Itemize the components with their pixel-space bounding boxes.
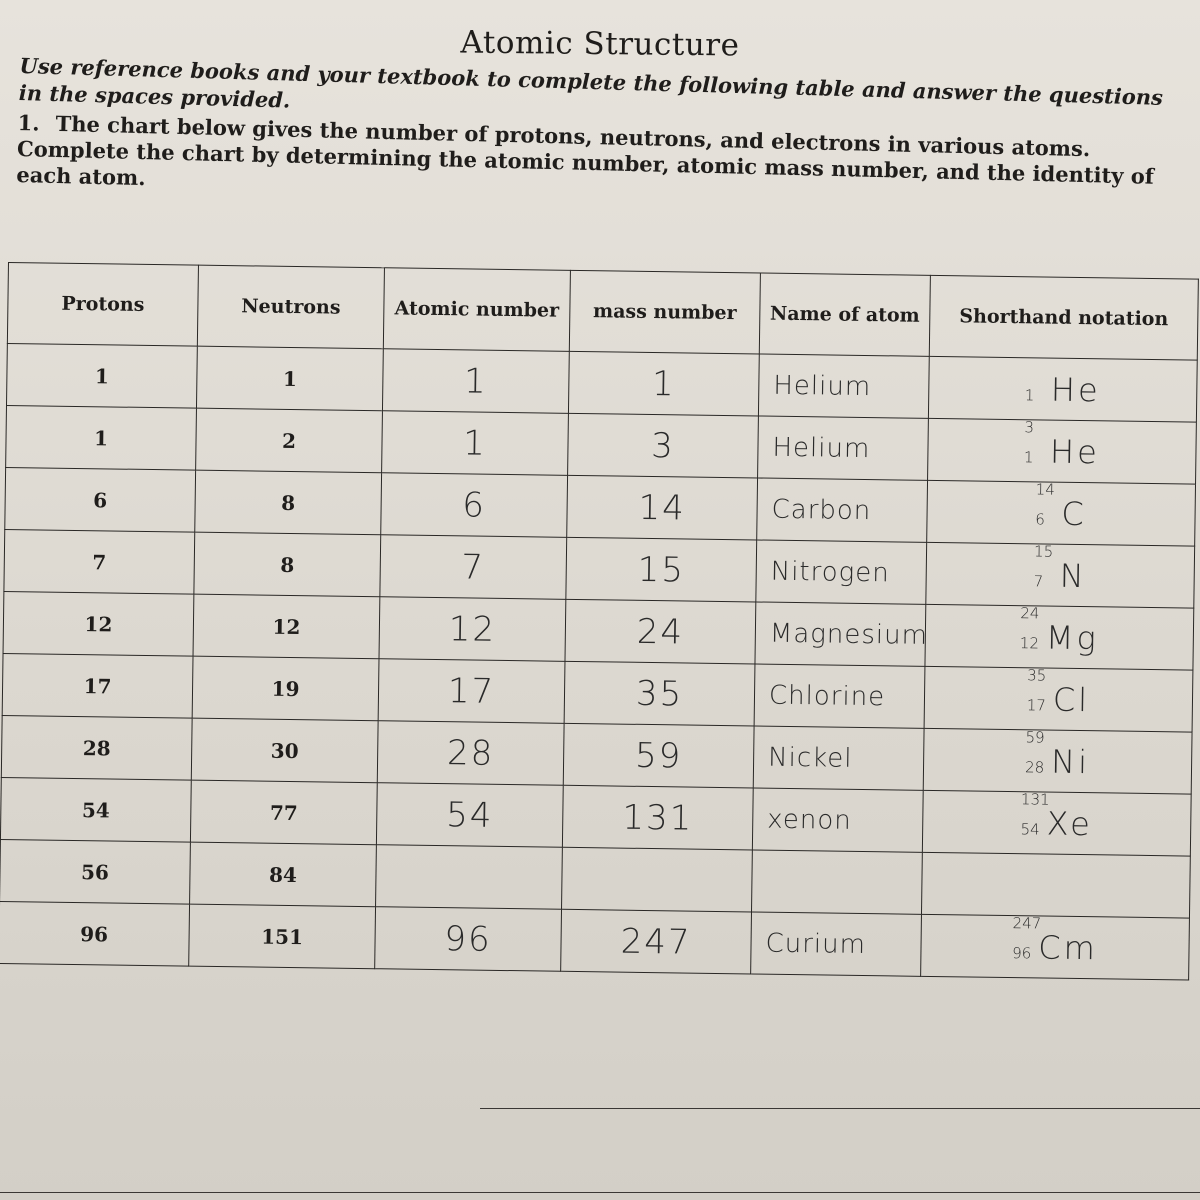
isotope-atomic-number: 1 — [1023, 447, 1034, 466]
neutrons-cell: 2 — [196, 408, 383, 473]
header-neutrons: Neutrons — [197, 265, 384, 349]
isotope-atomic-number: 17 — [1026, 695, 1047, 715]
protons-cell: 1 — [6, 405, 197, 470]
atom-name-cell[interactable]: Helium — [758, 354, 929, 418]
shorthand-notation-cell[interactable] — [926, 542, 1195, 608]
isotope-notation — [1019, 603, 1100, 657]
neutrons-cell: 30 — [191, 718, 378, 783]
isotope-atomic-number: 54 — [1020, 819, 1040, 838]
atom-name-cell[interactable]: Chlorine — [754, 664, 925, 728]
element-symbol: Mg — [1045, 618, 1100, 657]
mass-number-cell[interactable]: 14 — [567, 475, 758, 540]
atomic-number-cell[interactable]: 96 — [375, 907, 562, 972]
isotope-atomic-number: 28 — [1025, 757, 1045, 777]
mass-number-cell[interactable]: 1 — [568, 351, 759, 416]
atomic-number-cell[interactable]: 1 — [382, 411, 569, 476]
isotope-atomic-number: 1 — [1024, 385, 1035, 404]
protons-cell: 6 — [5, 467, 196, 532]
answer-line[interactable] — [480, 1108, 1200, 1109]
isotope-notation — [1012, 913, 1099, 967]
isotope-notation — [1026, 665, 1091, 719]
shorthand-notation-cell[interactable] — [928, 418, 1197, 484]
atomic-number-cell[interactable]: 1 — [382, 349, 569, 414]
header-name-of-atom: Name of atom — [759, 273, 930, 356]
element-symbol: Cl — [1052, 680, 1091, 719]
isotope-atomic-number: 12 — [1019, 633, 1040, 652]
atomic-number-cell[interactable]: 6 — [381, 473, 568, 538]
element-symbol: He — [1049, 432, 1101, 471]
protons-cell: 7 — [4, 529, 195, 594]
mass-number-cell[interactable]: 15 — [566, 537, 757, 602]
shorthand-notation-cell[interactable] — [922, 790, 1191, 856]
atom-name-cell[interactable]: Helium — [758, 416, 929, 480]
atom-name-cell[interactable]: Nitrogen — [756, 540, 927, 604]
shorthand-notation-cell[interactable] — [923, 728, 1192, 794]
element-symbol: C — [1061, 494, 1088, 533]
isotope-mass-number: 131 — [1020, 789, 1050, 809]
shorthand-notation-cell[interactable] — [921, 852, 1190, 918]
shorthand-notation-cell[interactable] — [924, 666, 1193, 732]
element-symbol: Cm — [1038, 927, 1099, 967]
protons-cell: 12 — [3, 591, 194, 656]
shorthand-notation-cell[interactable] — [925, 604, 1194, 670]
protons-cell: 1 — [6, 343, 197, 408]
atomic-number-cell[interactable]: 17 — [378, 659, 565, 724]
header-mass-number: mass number — [569, 270, 760, 354]
shorthand-notation-cell[interactable] — [921, 914, 1190, 980]
isotope-notation — [1025, 727, 1091, 781]
element-symbol: He — [1050, 370, 1101, 409]
atom-name-cell[interactable]: xenon — [752, 788, 923, 852]
atomic-number-cell[interactable]: 7 — [380, 535, 567, 600]
atom-name-cell[interactable]: Magnesium — [755, 602, 926, 666]
isotope-mass-number: 3 — [1024, 417, 1035, 436]
isotope-mass-number: 15 — [1033, 541, 1054, 561]
neutrons-cell: 151 — [189, 904, 376, 969]
neutrons-cell: 19 — [192, 656, 379, 721]
mass-number-cell[interactable] — [562, 847, 753, 912]
neutrons-cell: 84 — [190, 842, 377, 907]
protons-cell: 54 — [0, 777, 191, 842]
isotope-notation — [1033, 541, 1087, 595]
neutrons-cell: 1 — [196, 346, 383, 411]
atom-name-cell[interactable] — [751, 850, 922, 914]
atomic-number-cell[interactable]: 28 — [377, 721, 564, 786]
shorthand-notation-cell[interactable] — [928, 356, 1197, 422]
isotope-mass-number: 247 — [1012, 913, 1042, 932]
atomic-number-cell[interactable]: 54 — [376, 783, 563, 848]
isotope-mass-number: 14 — [1035, 479, 1055, 499]
question-text: The chart below gives the number of protons, neutrons, and electrons in various atoms. Complete the chart by determining the atomic number, atomic mass number, and the identity of each atom. — [16, 110, 1155, 191]
neutrons-cell: 8 — [194, 532, 381, 597]
neutrons-cell: 8 — [195, 470, 382, 535]
atom-name-cell[interactable]: Curium — [751, 912, 922, 976]
header-protons: Protons — [7, 263, 198, 347]
question-number: 1. — [17, 110, 40, 136]
mass-number-cell[interactable]: 131 — [562, 785, 753, 850]
isotope-notation — [1020, 789, 1094, 843]
mass-number-cell[interactable]: 3 — [568, 413, 759, 478]
neutrons-cell: 12 — [193, 594, 380, 659]
shorthand-notation-cell[interactable] — [927, 480, 1196, 546]
neutrons-cell: 77 — [190, 780, 377, 845]
isotope-atomic-number: 6 — [1035, 509, 1046, 529]
element-symbol: N — [1059, 556, 1087, 595]
atoms-table — [0, 262, 1199, 981]
isotope-mass-number: 24 — [1020, 603, 1040, 622]
atom-name-cell[interactable]: Carbon — [757, 478, 928, 542]
isotope-notation — [1035, 479, 1088, 533]
isotope-mass-number: 59 — [1025, 727, 1045, 747]
mass-number-cell[interactable]: 247 — [561, 909, 752, 974]
atom-name-cell[interactable]: Nickel — [753, 726, 924, 790]
isotope-notation — [1025, 370, 1101, 409]
atoms-table-container — [0, 262, 1198, 1001]
mass-number-cell[interactable]: 35 — [564, 661, 755, 726]
protons-cell: 28 — [1, 715, 192, 780]
element-symbol: Xe — [1046, 804, 1094, 843]
protons-cell: 17 — [2, 653, 193, 718]
element-symbol: Ni — [1050, 742, 1091, 781]
isotope-atomic-number: 7 — [1033, 571, 1044, 590]
atomic-number-cell[interactable]: 12 — [379, 597, 566, 662]
protons-cell: 96 — [0, 901, 190, 966]
isotope-atomic-number: 96 — [1012, 943, 1032, 962]
page-title: Atomic Structure — [460, 24, 740, 64]
isotope-mass-number: 35 — [1027, 665, 1047, 685]
instructions-text: Use reference books and your textbook to complete the following table and answer the questions in the spaces provided. — [18, 52, 1164, 113]
protons-cell: 56 — [0, 839, 190, 904]
atomic-number-cell[interactable] — [376, 845, 563, 910]
header-shorthand-notation: Shorthand notation — [929, 275, 1198, 360]
answer-line[interactable] — [0, 1192, 1200, 1193]
header-atomic-number: Atomic number — [383, 268, 570, 352]
mass-number-cell[interactable]: 24 — [565, 599, 756, 664]
isotope-notation — [1023, 417, 1101, 471]
mass-number-cell[interactable]: 59 — [563, 723, 754, 788]
